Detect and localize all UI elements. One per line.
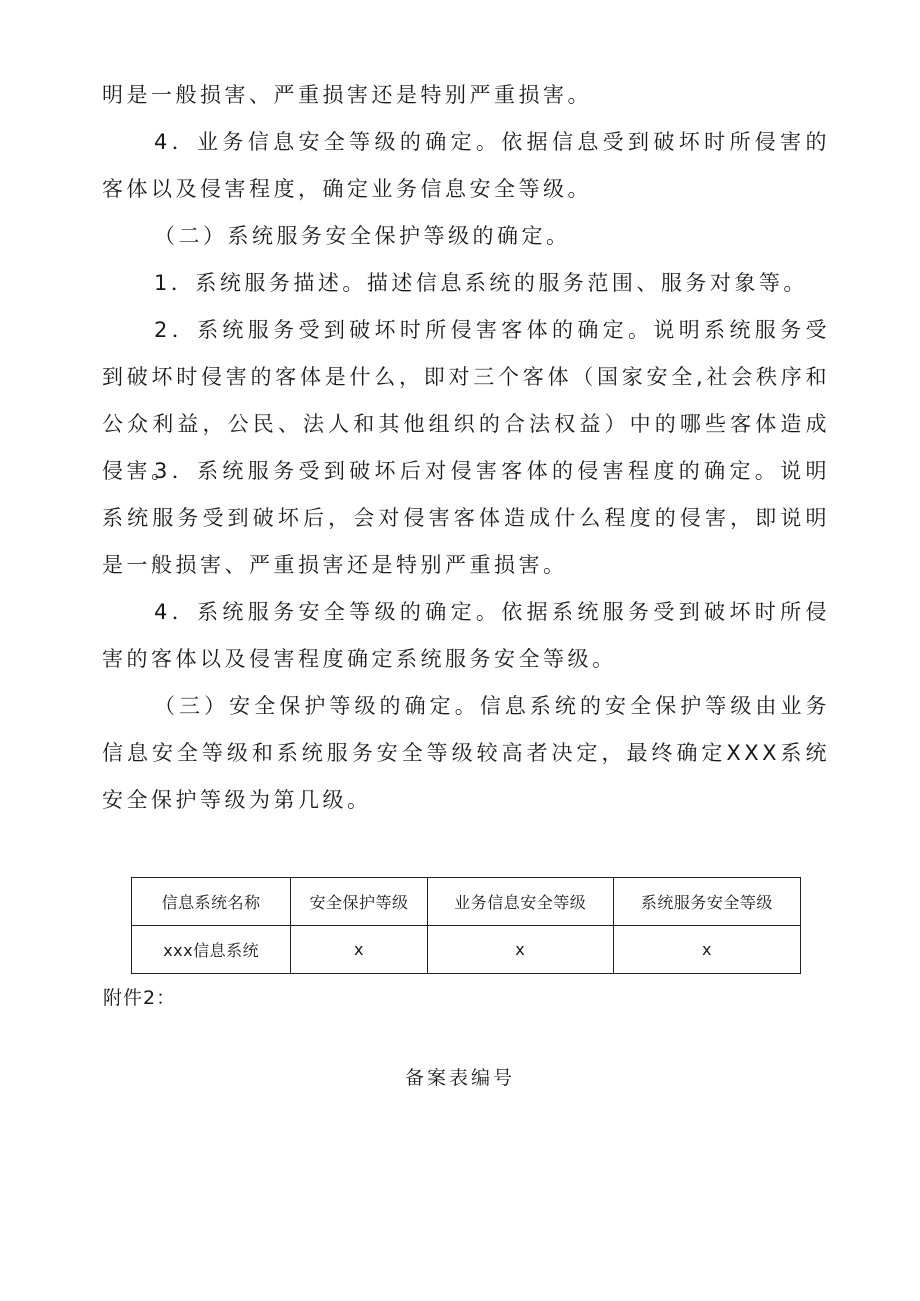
table-header-cell: 系统服务安全等级 (613, 878, 800, 926)
table-cell: x (427, 926, 613, 974)
paragraph-service-description: 1．系统服务描述。描述信息系统的服务范围、服务对象等。 (154, 271, 808, 295)
table-header-cell: 安全保护等级 (291, 878, 427, 926)
paragraph-business-info-level: 4．业务信息安全等级的确定。依据信息受到破坏时所侵害的客体以及侵害程度，确定业务信息安全等级。 (102, 130, 830, 201)
paragraph-service-harm-degree: 3．系统服务受到破坏后对侵害客体的侵害程度的确定。说明系统服务受到破坏后，会对侵害客体造成什么程度的侵害，即说明是一般损害、严重损害还是特别严重损害。 (102, 459, 830, 577)
paragraph-service-level: 4．系统服务安全等级的确定。依据系统服务受到破坏时所侵害的客体以及侵害程度确定系统服务安全等级。 (102, 600, 830, 671)
table-cell: xxx信息系统 (132, 926, 291, 974)
security-level-table (131, 877, 801, 974)
section-heading-system-service: （二）系统服务安全保护等级的确定。 (154, 224, 571, 248)
table-cell: x (613, 926, 800, 974)
table-header-cell: 信息系统名称 (132, 878, 291, 926)
table-header-cell: 业务信息安全等级 (427, 878, 613, 926)
paragraph-harm-degree-tail: 明是一般损害、严重损害还是特别严重损害。 (102, 83, 592, 107)
table-header-row (132, 878, 801, 926)
table-cell: x (291, 926, 427, 974)
appendix-label: 附件2： (103, 987, 177, 1009)
filing-form-number-title: 备案表编号 (404, 1067, 515, 1089)
section-heading-protection-level: （三）安全保护等级的确定。信息系统的安全保护等级由业务信息安全等级和系统服务安全等级较高者决定，最终确定XXX系统安全保护等级为第几级。 (102, 694, 830, 812)
paragraph-service-harmed-object: 2．系统服务受到破坏时所侵害客体的确定。说明系统服务受到破坏时侵害的客体是什么，即对三个客体（国家安全,社会秩序和公众利益，公民、法人和其他组织的合法权益）中的哪些客体造成侵害。 (102, 318, 830, 483)
table-row (132, 926, 801, 974)
